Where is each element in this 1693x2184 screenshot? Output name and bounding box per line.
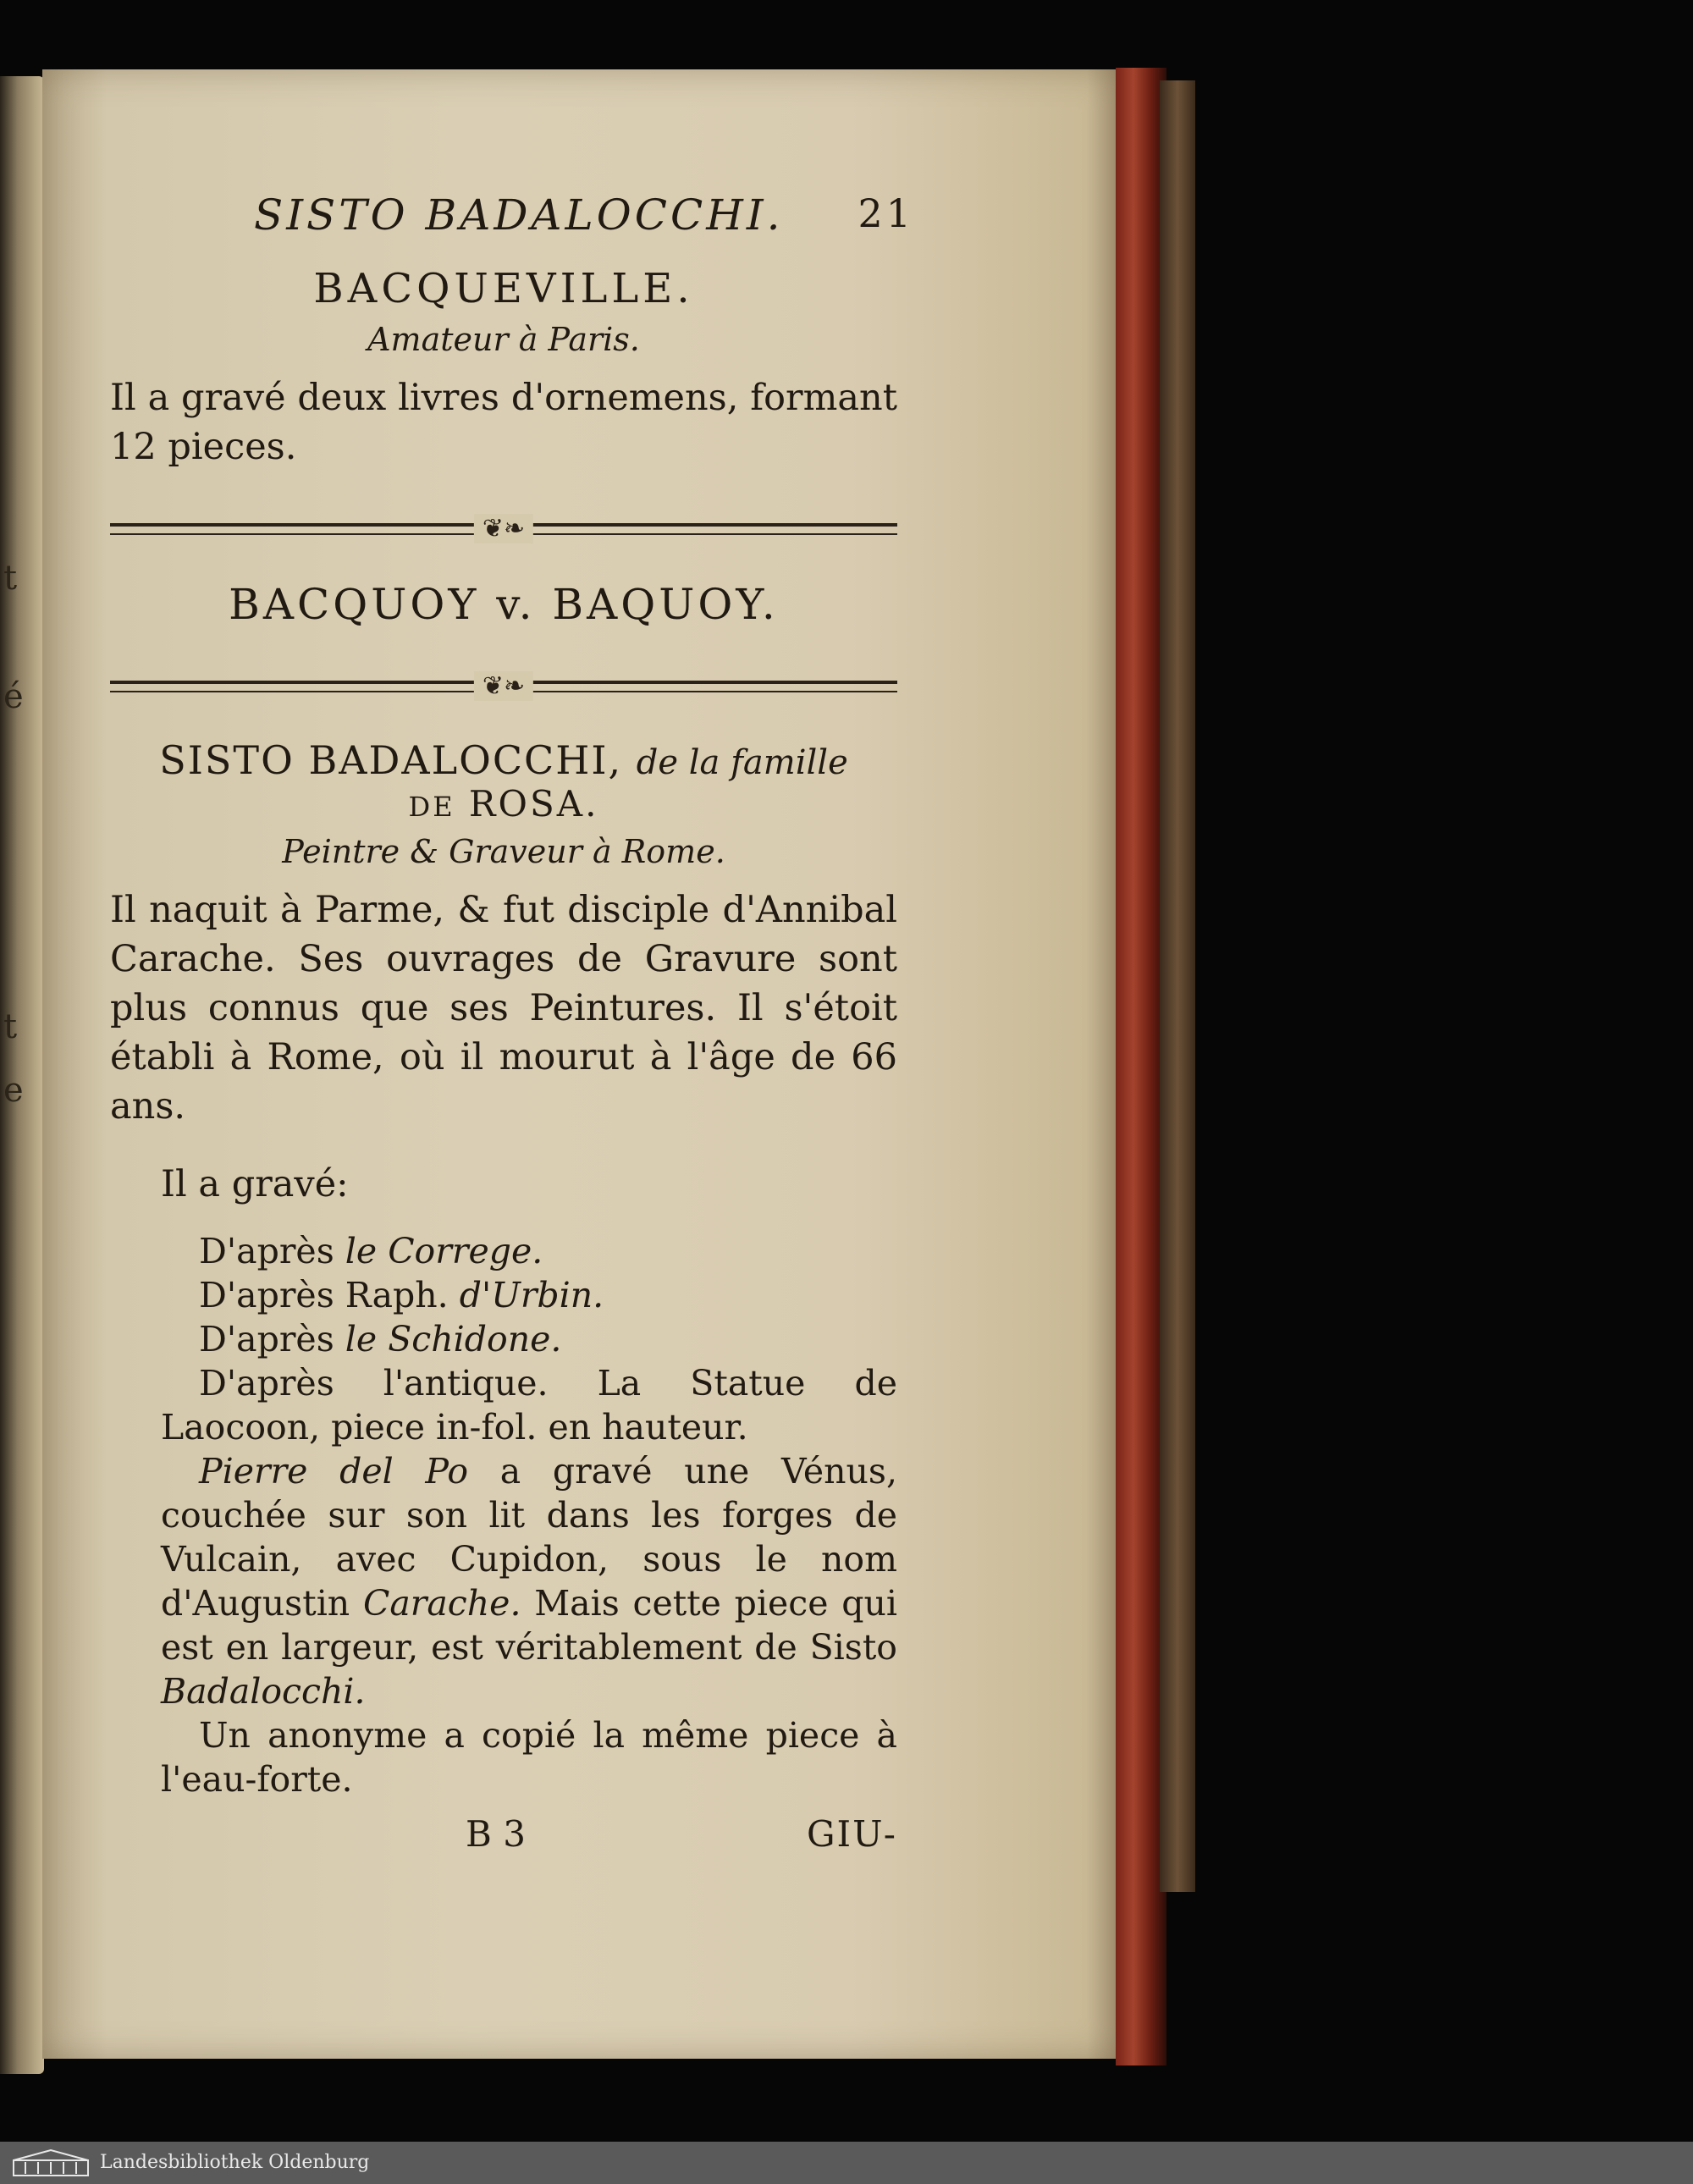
entry-heading-line2	[110, 783, 897, 825]
ornament-icon: ❦❧	[474, 514, 533, 543]
work-name: d'Urbin.	[459, 1275, 604, 1315]
work-item	[199, 1229, 897, 1273]
prev-page-fragment: t	[3, 1007, 18, 1046]
previous-page-edge	[0, 76, 44, 2074]
paragraph-text: a gravé une Vénus, couchée sur son lit dans les forges de Vulcain, avec Cupidon, sous le nom d'Augustin	[161, 1451, 897, 1624]
catchword: GIU-	[807, 1813, 897, 1855]
work-item	[199, 1317, 897, 1361]
signature-mark: B 3	[466, 1813, 526, 1855]
work-name: le Correge.	[345, 1231, 543, 1271]
library-footer-bar	[0, 2142, 1693, 2184]
entry-subtitle-badalocchi: Peintre & Graveur à Rome.	[282, 833, 725, 870]
entry-heading-bacqueville: BACQUEVILLE.	[313, 265, 694, 312]
entry-text-bacqueville: Il a gravé deux livres d'ornemens, formant 12 pieces.	[110, 377, 897, 468]
page-number: 21	[858, 190, 914, 236]
heading-name: SISTO BADALOCCHI,	[159, 737, 623, 783]
antique-line: D'après l'antique. La Statue de Laocoon, piece in-fol. en hauteur.	[161, 1363, 897, 1448]
page-text	[110, 190, 914, 1864]
library-name: Landesbibliothek Oldenburg	[100, 2152, 370, 2173]
entry-heading-badalocchi	[110, 737, 897, 783]
work-prefix: D'après	[199, 1319, 345, 1359]
artist-name: Carache.	[362, 1583, 521, 1624]
entry-bio-badalocchi: Il naquit à Parme, & fut disciple d'Annibal Carache. Ses ouvrages de Gravure sont plus connus que ses Peintures. Il s'étoit établi à Rome, où il mourut à l'âge de 66 ans.	[110, 889, 897, 1128]
book-cover	[1160, 80, 1195, 1892]
running-head	[110, 190, 914, 250]
prev-page-fragment: t	[3, 559, 18, 598]
prev-page-fragment: e	[3, 1071, 24, 1110]
work-item	[199, 1273, 897, 1317]
ornamental-rule	[110, 671, 897, 701]
works-intro: Il a gravé:	[161, 1163, 349, 1205]
work-prefix: D'après Raph.	[199, 1275, 460, 1315]
work-prefix: D'après	[199, 1231, 345, 1271]
cross-reference-bacquoy: BACQUOY v. BAQUOY.	[229, 580, 779, 629]
work-name: le Schidone.	[345, 1319, 562, 1359]
artist-name: Pierre del Po	[199, 1451, 469, 1492]
page-edge-red	[1116, 68, 1166, 2065]
artist-name: Badalocchi.	[161, 1671, 366, 1712]
anonyme-paragraph: Un anonyme a copié la même piece à l'eau-forte.	[161, 1715, 897, 1800]
heading-rosa: ROSA.	[468, 783, 599, 825]
heading-family: de la famille	[636, 743, 848, 782]
ornamental-rule	[110, 514, 897, 543]
library-building-icon	[12, 2148, 90, 2177]
pierre-del-po-paragraph	[110, 1449, 897, 1713]
prev-page-fragment: é	[3, 677, 24, 716]
heading-de: DE	[408, 791, 455, 823]
running-head-title: SISTO BADALOCCHI.	[254, 190, 784, 240]
ornament-icon: ❦❧	[474, 671, 533, 701]
entry-subtitle-bacqueville: Amateur à Paris.	[367, 321, 640, 358]
catch-line	[110, 1813, 897, 1864]
paragraph-text: Mais cette piece qui est en largeur, est véritablement de Sisto	[161, 1583, 897, 1668]
